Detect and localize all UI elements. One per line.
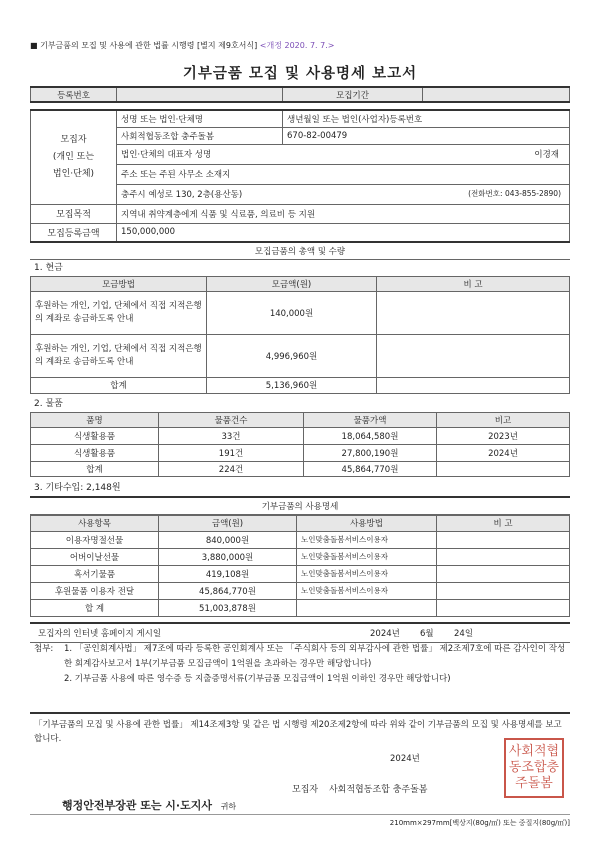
- recruiter-address-row: [117, 184, 570, 204]
- declaration: 「기부금품의 모집 및 사용에 관한 법률」 제14조제3항 및 같은 법 시행령 제20조제2항에 따라 위와 같이 기부금품의 모집 및 사용명세를 보고합니다.: [30, 712, 570, 746]
- cash-method: 후원하는 개인, 기업, 단체에서 직접 지적은행의 계좌로 송금하도록 안내: [31, 334, 207, 377]
- usage-title: 기부금품의 사용명세: [30, 497, 570, 514]
- website-day: 24일: [454, 628, 474, 639]
- cash-table: [30, 276, 570, 394]
- sign-recruiter: [292, 782, 427, 795]
- usage-item: 어버이날선물: [31, 548, 159, 565]
- goods-value: 18,064,580원: [304, 427, 437, 444]
- cash-amount: 4,996,960원: [207, 334, 377, 377]
- cash-total-row: [31, 377, 570, 393]
- sign-year: 2024년: [390, 754, 420, 764]
- usage-total-note: [437, 599, 570, 616]
- table-row: [31, 531, 570, 548]
- table-row: [31, 291, 570, 334]
- usage-item: 후원물품 이용자 전달: [31, 582, 159, 599]
- usage-method: 노인맞춤돌봄서비스이용자: [297, 565, 437, 582]
- table-row: [31, 334, 570, 377]
- website-label: 모집자의 인터넷 홈페이지 게시일: [38, 628, 162, 639]
- form-ref-text: ■ 기부금품의 모집 및 사용에 관한 법률 시행령 [별지 제9호서식]: [30, 41, 258, 50]
- amount-value: 150,000,000: [117, 223, 570, 242]
- official-seal: 사회적협동조합충주돌봄: [504, 738, 564, 798]
- cash-header-note: 비 고: [377, 276, 570, 291]
- goods-header-name: 품명: [31, 412, 159, 427]
- other-income: 3. 기타수입: 2,148원: [34, 482, 121, 493]
- usage-header-amount: 금액(원): [159, 515, 297, 531]
- goods-note: 2024년: [437, 444, 570, 461]
- cash-header-method: 모금방법: [31, 276, 207, 291]
- report-header-block: [30, 86, 570, 243]
- attachment-2-text: 2. 기부금품 사용에 따른 영수증 등 지출증명서류(기부금품 모집금액이 1억원 이하인 경우만 해당합니다): [64, 674, 451, 684]
- recruiter-rep-row: [117, 144, 570, 164]
- goods-name: 식생활용품: [31, 427, 159, 444]
- table-row: [31, 444, 570, 461]
- attachment-1: [34, 642, 570, 672]
- usage-note: [437, 582, 570, 599]
- cash-note: [377, 334, 570, 377]
- paper-spec: 210mm×297mm[백상지(80g/㎡) 또는 중질지(80g/㎡)]: [389, 819, 570, 827]
- addressee: [62, 797, 236, 813]
- usage-item: 이용자명절선물: [31, 531, 159, 548]
- goods-total-label: 합계: [31, 461, 159, 476]
- usage-total-value: 51,003,878원: [159, 599, 297, 616]
- recruiter-label-2: (개인 또는: [52, 151, 95, 162]
- usage-method: 노인맞춤돌봄서비스이용자: [297, 582, 437, 599]
- usage-note: [437, 548, 570, 565]
- totals-section: [30, 241, 570, 497]
- addressee-name: 행정안전부장관 또는 시·도지사: [62, 799, 212, 812]
- cash-amount: 140,000원: [207, 291, 377, 334]
- usage-note: [437, 531, 570, 548]
- recruiter-address-label: 주소 또는 주된 사무소 소재지: [117, 164, 570, 184]
- usage-total-row: [31, 599, 570, 616]
- footer-divider: [30, 814, 570, 815]
- attachment-1-text: 1. 「공인회계사법」 제7조에 따라 등록한 공인회계사 또는 「주식회사 등의 외부감사에 관한 법률」 제2조제7호에 따른 감사인이 작성한 회계감사보고서 1부(기부금품 모집금액이 1억원을 초과하는 경우만 해당합니다): [64, 644, 566, 669]
- website-row: [30, 623, 570, 642]
- table-row: [31, 548, 570, 565]
- goods-header-count: 물품건수: [159, 412, 304, 427]
- cash-method: 후원하는 개인, 기업, 단체에서 직접 지적은행의 계좌로 송금하도록 안내: [31, 291, 207, 334]
- goods-header-value: 물품가액: [304, 412, 437, 427]
- goods-name: 식생활용품: [31, 444, 159, 461]
- goods-total-note: [437, 461, 570, 476]
- usage-header-item: 사용항목: [31, 515, 159, 531]
- recruiter-name-value: 사회적협동조합 충주돌봄: [117, 127, 283, 144]
- usage-amount: 45,864,770원: [159, 582, 297, 599]
- cash-heading: 1. 현금: [34, 262, 63, 273]
- usage-amount: 3,880,000원: [159, 548, 297, 565]
- addressee-suffix: 귀하: [220, 802, 237, 811]
- goods-count: 191건: [159, 444, 304, 461]
- goods-value: 27,800,190원: [304, 444, 437, 461]
- usage-total-label: 합 계: [31, 599, 159, 616]
- goods-table: [30, 412, 570, 477]
- table-row: [31, 582, 570, 599]
- cash-note: [377, 291, 570, 334]
- goods-note: 2023년: [437, 427, 570, 444]
- attachment-2: [34, 672, 570, 687]
- goods-total-value: 45,864,770원: [304, 461, 437, 476]
- recruiter-rep-label: 법인·단체의 대표자 성명: [121, 150, 212, 160]
- goods-total-row: [31, 461, 570, 476]
- sign-recruiter-name: 사회적협동조합 충주돌봄: [328, 785, 428, 795]
- website-year: 2024년: [370, 628, 400, 639]
- recruiter-label: [31, 110, 117, 204]
- revision-date: <개정 2020. 7. 7.>: [259, 41, 335, 50]
- reg-no-value: [117, 87, 283, 102]
- usage-method: 노인맞춤돌봄서비스이용자: [297, 531, 437, 548]
- cash-total-label: 합계: [31, 377, 207, 393]
- goods-heading: 2. 물품: [34, 398, 63, 409]
- usage-total-method: [297, 599, 437, 616]
- table-row: [31, 565, 570, 582]
- recruiter-address-value: 충주시 예성로 130, 2층(용산동): [121, 190, 243, 200]
- purpose-value: 지역내 취약계층에게 식품 및 식료품, 의료비 등 지원: [117, 204, 570, 223]
- usage-header-method: 사용방법: [297, 515, 437, 531]
- recruiter-regno-label: 생년월일 또는 법인(사업자)등록번호: [283, 110, 570, 127]
- page-title: 기부금품 모집 및 사용명세 보고서: [182, 66, 418, 82]
- totals-title: 모집금품의 총액 및 수량: [30, 242, 570, 259]
- cash-total-value: 5,136,960원: [207, 377, 377, 393]
- usage-note: [437, 565, 570, 582]
- recruiter-regno-value: 670-82-00479: [283, 127, 570, 144]
- cash-header-amount: 모금액(원): [207, 276, 377, 291]
- goods-header-note: 비고: [437, 412, 570, 427]
- goods-count: 33건: [159, 427, 304, 444]
- recruiter-label-3: 법인·단체): [52, 168, 95, 179]
- attachments-label: 첨부:: [34, 644, 54, 654]
- usage-item: 혹서기물품: [31, 565, 159, 582]
- goods-total-count: 224건: [159, 461, 304, 476]
- form-reference: [30, 40, 334, 51]
- recruiter-name-label: 성명 또는 법인·단체명: [117, 110, 283, 127]
- purpose-label: 모집목적: [31, 204, 117, 223]
- usage-section: [30, 496, 570, 617]
- recruiter-rep-value: 이경재: [534, 150, 559, 160]
- reg-no-label: 등록번호: [31, 87, 117, 102]
- amount-label: 모집등록금액: [31, 223, 117, 242]
- attachments: [34, 642, 570, 687]
- usage-amount: 419,108원: [159, 565, 297, 582]
- usage-method: 노인맞춤돌봄서비스이용자: [297, 548, 437, 565]
- website-month: 6월: [420, 628, 434, 639]
- recruiter-label-1: 모집자: [60, 134, 87, 145]
- recruiter-phone: (전화번호: 043-855-2890): [468, 189, 561, 198]
- sign-recruiter-label: 모집자: [292, 785, 319, 795]
- usage-header-note: 비 고: [437, 515, 570, 531]
- cash-total-note: [377, 377, 570, 393]
- period-label: 모집기간: [283, 87, 423, 102]
- website-section: [30, 622, 570, 643]
- usage-amount: 840,000원: [159, 531, 297, 548]
- period-value: [423, 87, 570, 102]
- usage-table: [30, 515, 570, 617]
- table-row: [31, 427, 570, 444]
